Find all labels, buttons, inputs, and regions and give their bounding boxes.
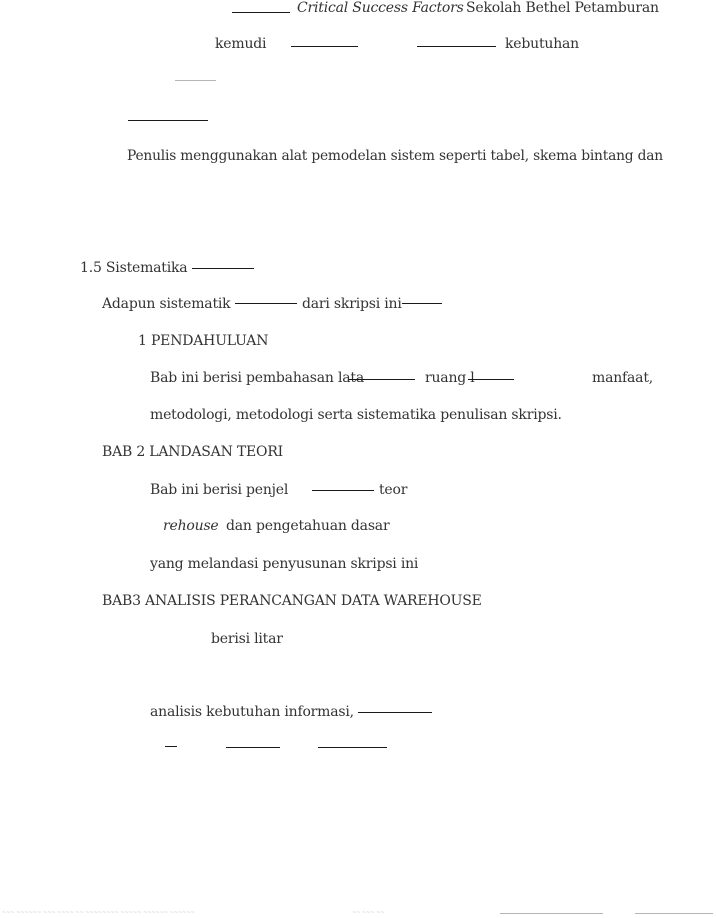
bab3-title: BAB3 ANALISIS PERANCANGAN DATA WAREHOUSE xyxy=(102,593,482,609)
footer-scan-text: ~~~ ~~~~~~ ~~~ ~~~~ ~~ ~~~~~~~~ ~~~~~ ~~~~~~ ~~~~~~ xyxy=(2,910,195,916)
redaction-line xyxy=(349,379,415,380)
redaction-line xyxy=(165,746,177,747)
footer-line xyxy=(635,913,713,914)
footer-line xyxy=(500,913,603,914)
text-bab2-rehouse: rehouse xyxy=(163,518,219,534)
text-dari-skripsi: dari skripsi ini xyxy=(302,296,402,312)
text-sekolah-bethel: Sekolah Bethel Petamburan xyxy=(466,0,659,16)
redaction-line xyxy=(312,490,374,491)
redaction-line xyxy=(175,80,216,81)
text-bab1-p2: metodologi, metodologi serta sistematika penulisan skripsi. xyxy=(150,407,562,423)
redaction-line xyxy=(468,379,514,380)
redaction-line xyxy=(232,12,290,13)
text-bab2-p3: yang melandasi penyusunan skripsi ini xyxy=(150,556,419,572)
redaction-line xyxy=(235,303,297,304)
redaction-line xyxy=(318,747,387,748)
text-kemudi: kemudi xyxy=(215,36,267,52)
redaction-line xyxy=(128,120,208,121)
redaction-line xyxy=(358,712,432,713)
redaction-line xyxy=(192,268,254,269)
text-critical-success-factors: Critical Success Factors xyxy=(297,0,464,16)
text-bab1-p1-c: manfaat, xyxy=(592,370,653,386)
footer-page-mark: ~~ ~~~ ~~ xyxy=(352,910,385,916)
text-bab2-p1-b: teor xyxy=(379,482,408,498)
text-penulis-paragraph: Penulis menggunakan alat pemodelan sistem seperti tabel, skema bintang dan xyxy=(127,148,663,164)
text-bab3-p2: analisis kebutuhan informasi, xyxy=(150,704,354,720)
text-kebutuhan: kebutuhan xyxy=(505,36,579,52)
text-adapun: Adapun sistematik xyxy=(102,296,231,312)
text-bab3-p1: berisi litar xyxy=(211,631,283,647)
section-heading-sistematika: 1.5 Sistematika xyxy=(80,260,188,276)
text-bab2-p1-a: Bab ini berisi penjel xyxy=(150,482,289,498)
redaction-line xyxy=(402,303,442,304)
redaction-line xyxy=(291,46,358,47)
redaction-line xyxy=(417,46,496,47)
text-bab1-p1-b: ruang l xyxy=(425,370,475,386)
text-bab1-p1-a: Bab ini berisi pembahasan lata xyxy=(150,370,364,386)
text-bab2-p2-rest: dan pengetahuan dasar xyxy=(226,518,390,534)
bab1-title: 1 PENDAHULUAN xyxy=(138,333,269,349)
bab2-title: BAB 2 LANDASAN TEORI xyxy=(102,444,283,460)
redaction-line xyxy=(226,747,280,748)
